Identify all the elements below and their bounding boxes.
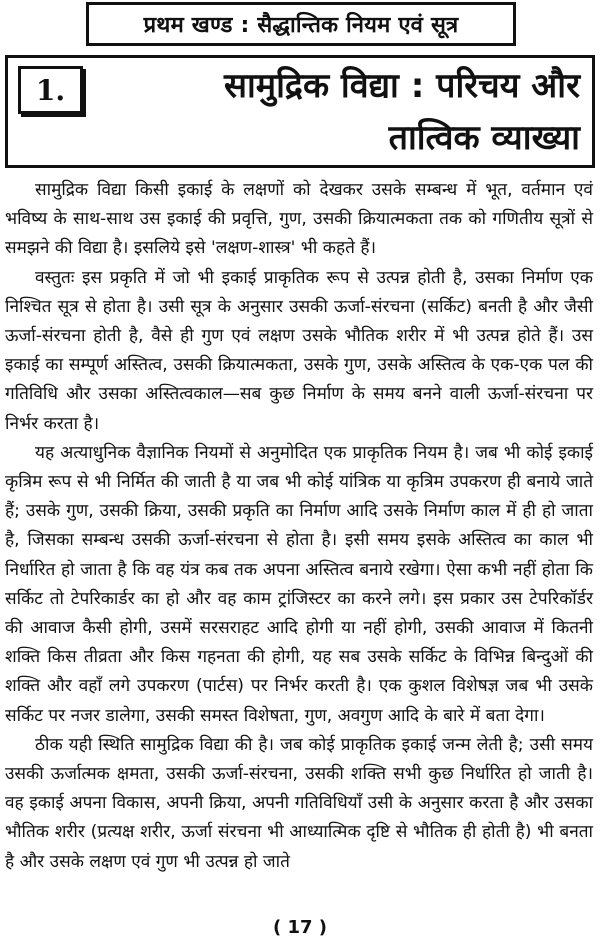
chapter-heading <box>5 55 595 168</box>
paragraph-4: ठीक यही स्थिति सामुद्रिक विद्या की है। जब कोई प्राकृतिक इकाई जन्म लेती है; उसी समय उसकी ऊर्जात्मक क्षमता, उसकी ऊर्जा-संरचना, उसकी शक्ति सभी कुछ निर्धारित हो जाती है। वह इकाई अपना विकास, अपनी क्रिया, अपनी गतिविधियाँ उसी के अनुसार करता है और उसका भौतिक शरीर (प्रत्यक्ष शरीर, ऊर्जा संरचना भी आध्यात्मिक दृष्टि से भौतिक ही होती है) भी बनता है और उसके लक्षण एवं गुण भी उत्पन्न हो जाते <box>5 734 593 872</box>
chapter-title <box>110 60 580 164</box>
chapter-number: 1. <box>35 73 66 107</box>
paragraph-1: सामुद्रिक विद्या किसी इकाई के लक्षणों को देखकर उसके सम्बन्ध में भूत, वर्तमान एवं भविष्य के साथ-साथ उस इकाई की प्रवृत्ति, गुण, उसकी क्रियात्मकता तक को गणितीय सूत्रों से समझने की विद्या है। इसलिये इसे 'लक्षण-शास्त्र' भी कहते हैं। <box>5 180 593 259</box>
paragraph-3: यह अत्याधुनिक वैज्ञानिक नियमों से अनुमोदित एक प्राकृतिक नियम है। जब भी कोई इकाई कृत्रिम रूप से भी निर्मित की जाती है या जब भी कोई यांत्रिक या कृत्रिम उपकरण ही बनाये जाते हैं; उसके गुण, उसकी क्रिया, उसकी प्रकृति का निर्माण आदि उसके निर्माण काल में ही हो जाता है, जिसका सम्बन्ध उसकी ऊर्जा-संरचना से होता है। इसी समय इसके अस्तित्व का काल भी निर्धारित हो जाता है कि वह यंत्र कब तक अपना अस्तित्व बनाये रखेगा। ऐसा कभी नहीं होता कि सर्किट तो टेपरिकार्डर का हो और वह काम ट्रांजिस्टर का करने लगे। इस प्रकार उस टेपरिकॉर्डर की आवाज कैसी होगी, उसमें सरसराहट आदि होगी या नहीं होगी, उसकी आवाज में कितनी शक्ति किस तीव्रता और किस गहनता की होगी, यह सब उसके सर्किट के विभिन्न बिन्दुओं की शक्ति और वहाँ लगे उपकरण (पार्टस) पर निर्भर करती है। एक कुशल विशेषज्ञ जब भी उसके सर्किट पर नजर डालेगा, उसकी समस्त विशेषता, गुण, अवगुण आदि के बारे में बता देगा। <box>5 442 593 726</box>
paragraph-2: वस्तुतः इस प्रकृति में जो भी इकाई प्राकृतिक रूप से उत्पन्न होती है, उसका निर्माण एक निश्चित सूत्र से होता है। उसी सूत्र के अनुसार उसकी ऊर्जा-संरचना (सर्किट) बनती है और जैसी ऊर्जा-संरचना होती है, वैसे ही गुण एवं लक्षण उसके भौतिक शरीर में भी उत्पन्न होते हैं। उस इकाई का सम्पूर्ण अस्तित्व, उसकी क्रियात्मकता, उसके गुण, उसके अस्तित्व के एक-एक पल की गतिविधि और उसका अस्तित्वकाल—सब कुछ निर्माण के समय बनने वाली ऊर्जा-संरचना पर निर्भर करता है। <box>5 267 593 434</box>
body-text <box>5 176 593 877</box>
page-number: ( 17 ) <box>272 917 328 938</box>
chapter-title-line-2: तात्विक व्याख्या <box>388 118 580 158</box>
section-header <box>86 2 516 46</box>
chapter-number-box <box>18 66 83 114</box>
chapter-title-line-1: सामुद्रिक विद्या : परिचय और <box>224 66 580 106</box>
section-title: प्रथम खण्ड : सैद्धान्तिक नियम एवं सूत्र <box>143 13 459 38</box>
